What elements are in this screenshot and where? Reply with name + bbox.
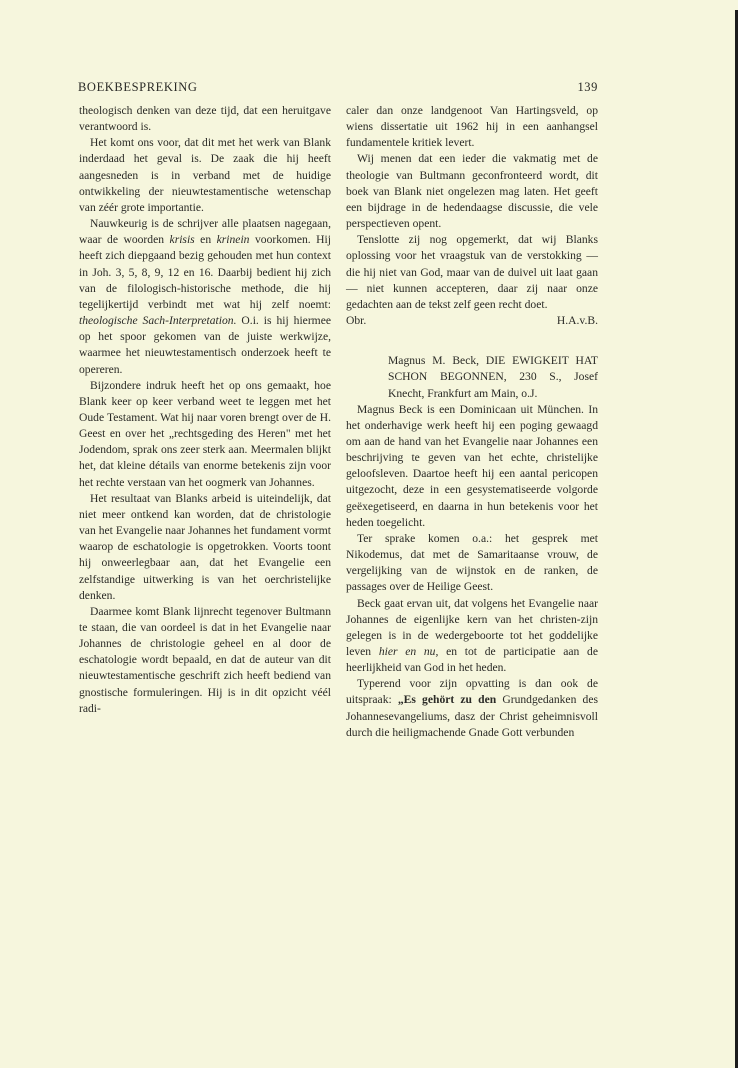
paragraph: Daarmee komt Blank lijnrecht tegenover Bultmann te staan, die van oordeel is dat in het Evangelie naar Johannes de christologie geheel en al door de eschatologie wordt bepaald, en dat de auteur van dit nieuwtestamentische geschrift zich heeft bediend van gnostische formuleringen. Hij is in dit opzicht véél radi-: [79, 604, 331, 715]
paragraph: theologisch denken van deze tijd, dat een heruitgave verantwoord is.: [79, 104, 331, 134]
page-number: 139: [577, 80, 598, 94]
running-title: BOEKBESPREKING: [78, 80, 198, 94]
paragraph: Het resultaat van Blanks arbeid is uiteindelijk, dat niet meer ontkend kan worden, dat de christologie van het Evangelie naar Johannes het fundament vormt waarop de eschatologie is opgetrokken. Voorts toont hij onweerlegbaar aan, dat het Evangelie een zelfstandige uitwerking is van het oerchristelijke denken.: [79, 491, 331, 602]
review-heading: [346, 353, 598, 401]
paragraph: Bijzondere indruk heeft het op ons gemaakt, hoe Blank keer op keer verband weet te leggen met het Oude Testament. Wat hij naar voren brengt over de H. Geest en over het „rechtsgeding des Heren" met het Jodendom, sprak ons zeer sterk aan. Meermalen blijkt het, dat kleine détails van enorme betekenis zijn voor het rechte verstaan van het oogmerk van Johannes.: [79, 378, 331, 489]
paragraph: Het komt ons voor, dat dit met het werk van Blank inderdaad het geval is. De zaak die hij heeft aangesneden is in verband met de huidige ontwikkeling der nieuwtestamentische wetenschap van zéér grote importantie.: [79, 136, 331, 214]
signoff-initials: H.A.v.B.: [556, 314, 598, 328]
paragraph: caler dan onze landgenoot Van Hartingsveld, op wiens dissertatie uit 1962 hij in een aanhangsel fundamentele kritiek levert.: [346, 104, 598, 150]
signoff-place: Obr.: [346, 314, 367, 328]
term-krisis: krisis: [169, 233, 195, 247]
paragraph: Typerend voor zijn opvatting is dan ook de uitspraak: „Es gehört zu den Grundgedanken des Johannesevangeliums, dasz der Christ geheimnisvoll durch die heiligmachende Gnade Gott verbunden: [346, 677, 598, 739]
quote-emphasis: „Es gehört zu den: [397, 693, 497, 707]
paragraph: Wij menen dat een ieder die vakmatig met de theologie van Bultmann geconfronteerd wordt, dit boek van Blank niet ongelezen mag laten. Het geeft een bijdrage in de hedendaagse discussie, die vele perspectieven opent.: [346, 152, 598, 231]
running-header: [78, 80, 598, 96]
review-heading-text: Magnus M. Beck, DIE EWIGKEIT HAT SCHON BEGONNEN, 230 S., Josef Knecht, Frankfurt am Main, o.J.: [388, 354, 598, 400]
paragraph: Tenslotte zij nog opgemerkt, dat wij Blanks oplossing voor het vraagstuk van de verstokking — die hij niet van God, maar van de duivel uit laat gaan — niet kunnen accepteren, daar zij naar onze gedachten aan de tekst zelf geen recht doet.: [346, 233, 598, 311]
paragraph: Beck gaat ervan uit, dat volgens het Evangelie naar Johannes de eigenlijke kern van het christen-zijn gelegen is in de wedergeboorte tot het goddelijke leven hier en nu, en tot de participatie aan de heerlijkheid van God in het heden.: [346, 596, 598, 675]
paragraph: Magnus Beck is een Dominicaan uit München. In het onderhavige werk heeft hij een poging gewaagd om aan de hand van het Evangelie naar Johannes een beschrijving te geven van het echte, christelijke geloofsleven. Daartoe heeft hij een aantal pericopen uitgezocht, deze in een gesystematiseerde volgorde geëxegetiseerd, en daarna in hun betekenis voor het heden toegelicht.: [346, 402, 598, 529]
term-hier-en-nu: hier en nu,: [378, 645, 439, 658]
signoff: [346, 313, 598, 329]
left-column: [79, 103, 331, 717]
paragraph: Nauwkeurig is de schrijver alle plaatsen nagegaan, waar de woorden krisis en krinein voorkomen. Hij heeft zich diepgaand bezig gehouden met hun context in Joh. 3, 5, 8, 9, 12 en 16. Daarbij bedient hij zich van de filologisch-historische methode, die hij tegelijkertijd verbindt met wat hij zelf noemt: theologische Sach-Interpretation. O.i. is hij hiermee op het spoor gekomen van de juiste werkwijze, waarmee het nieuwtestamentisch onderzoek heeft te opereren.: [79, 217, 331, 376]
paragraph: Ter sprake komen o.a.: het gesprek met Nikodemus, dat met de Samaritaanse vrouw, de vergelijking van de wijnstok en de ranken, de passages over de Heilige Geest.: [346, 531, 598, 594]
term-krinein: krinein: [216, 233, 250, 247]
term-sach-interpretation: theologische Sach-Interpretation.: [79, 314, 237, 328]
right-column: [346, 103, 598, 741]
